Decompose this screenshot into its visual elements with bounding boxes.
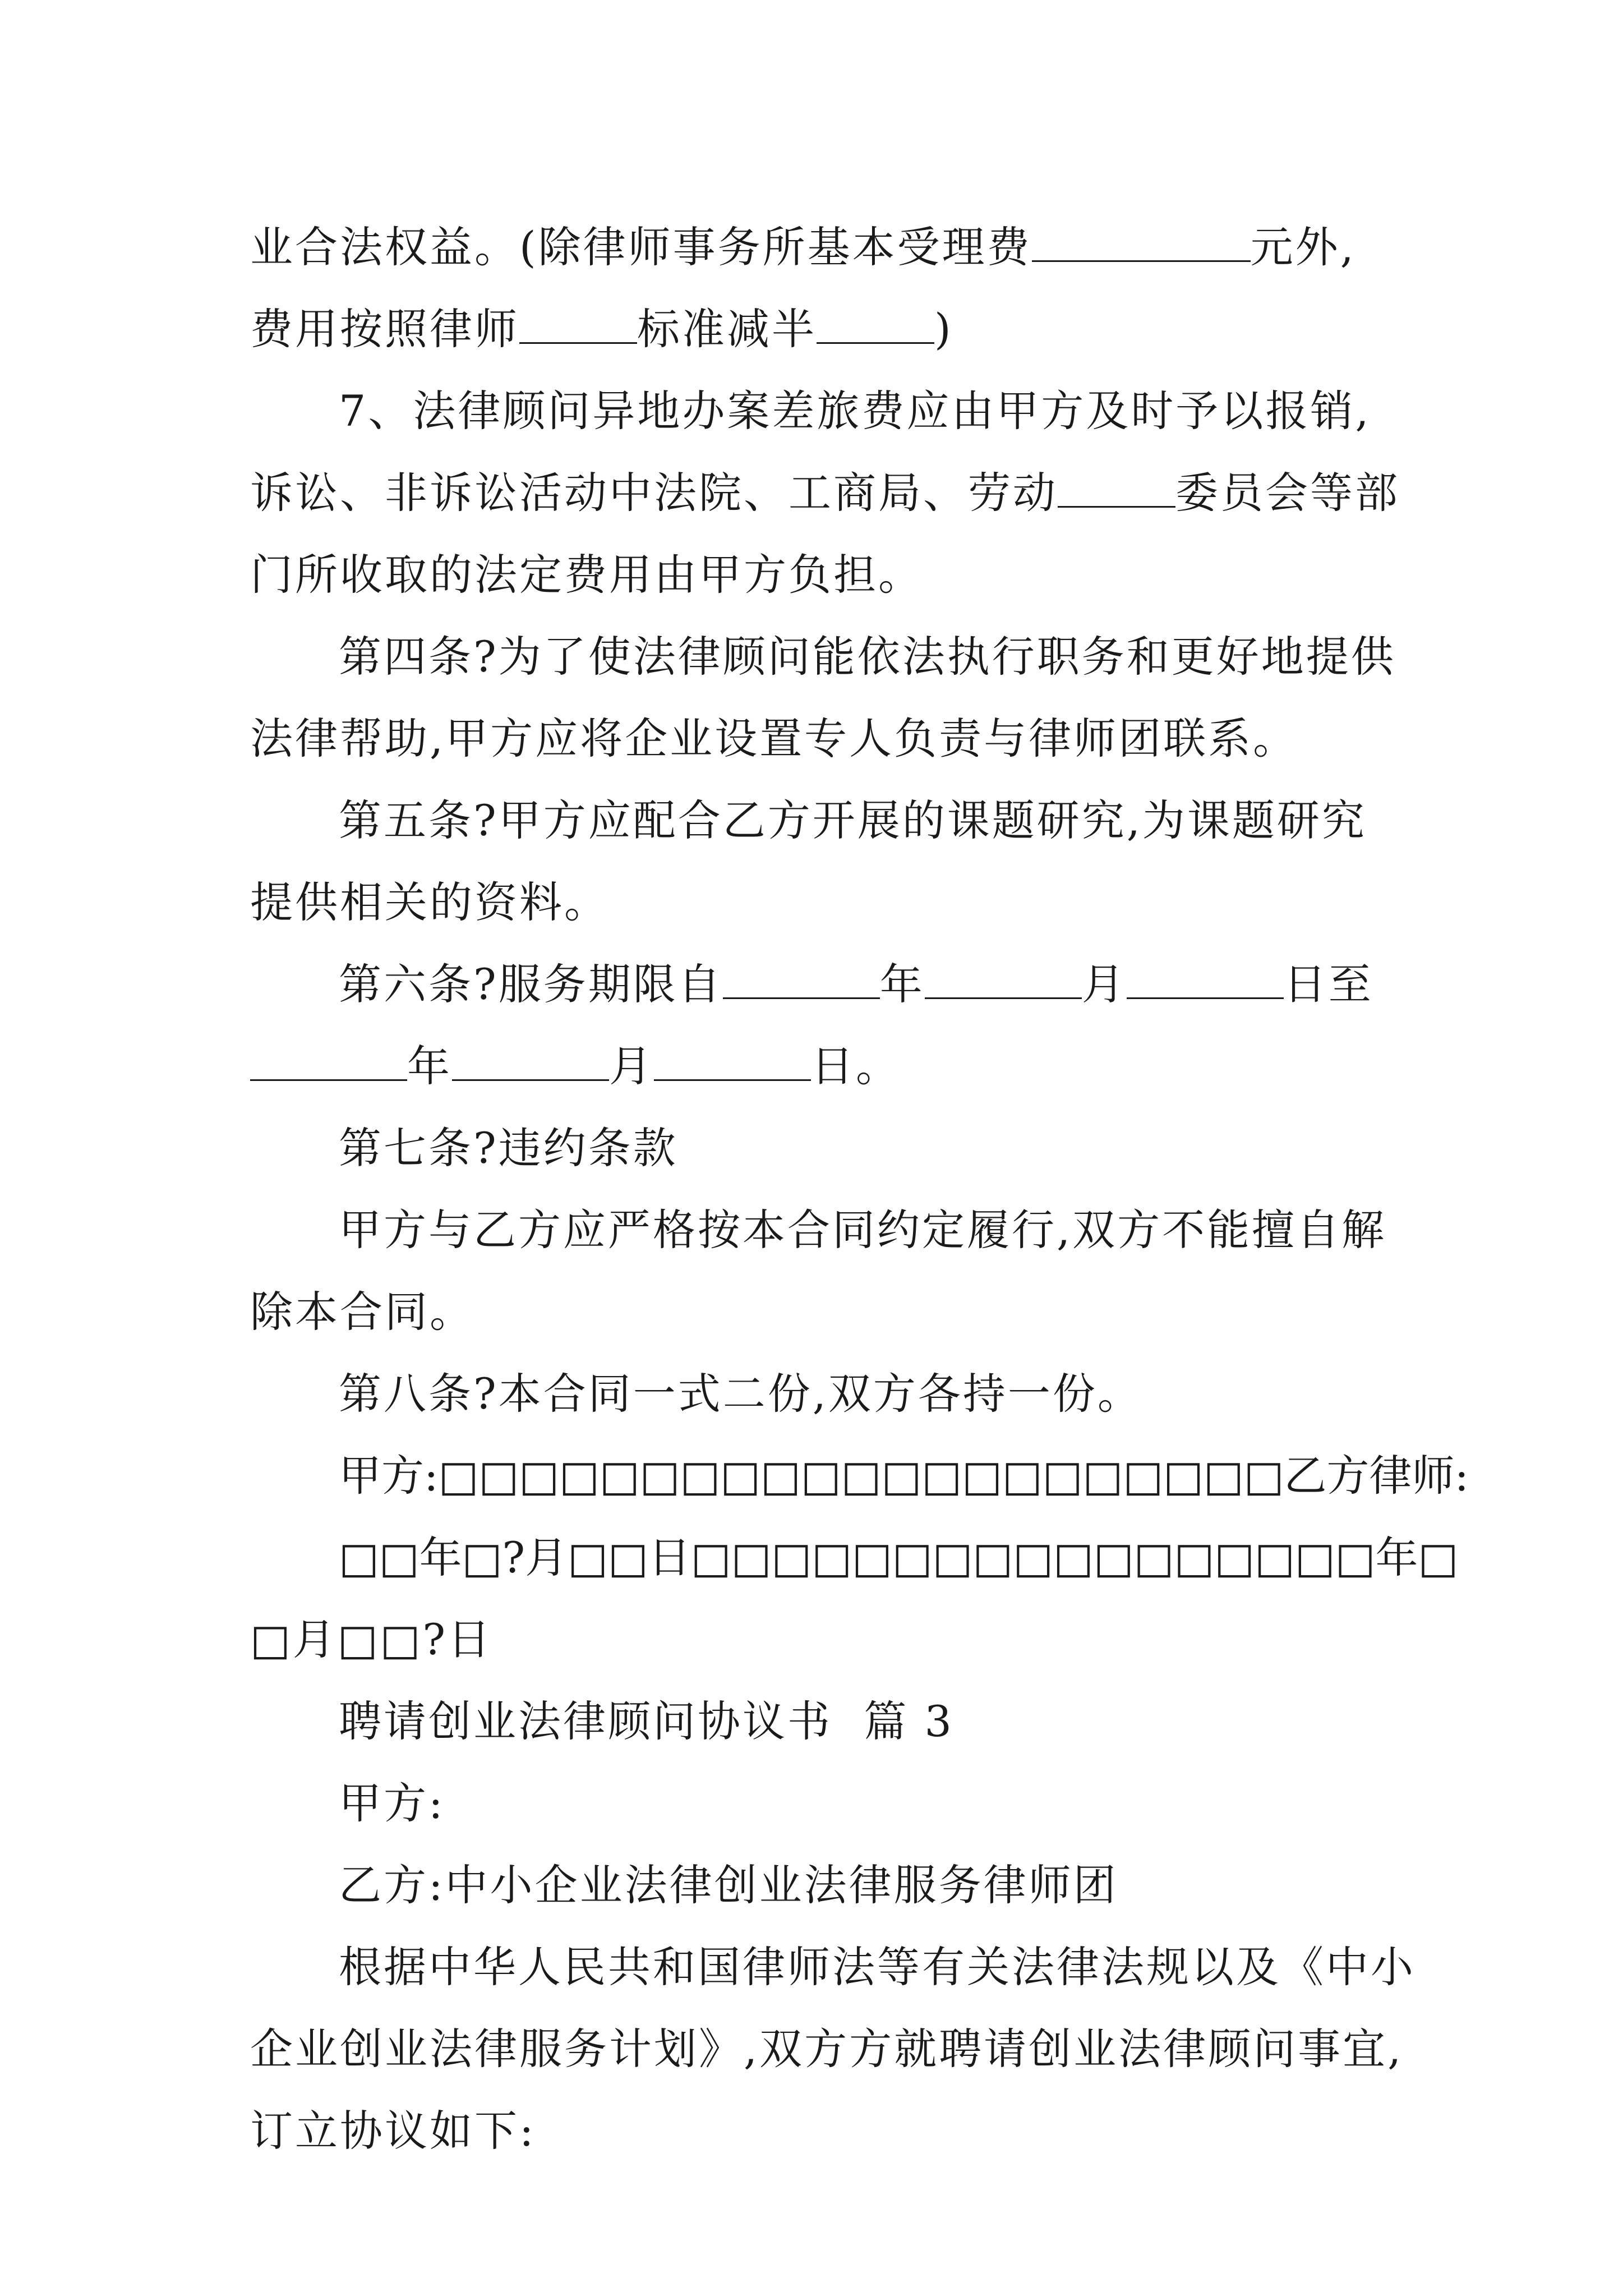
text-run: 月	[1081, 959, 1127, 1009]
paragraph-line: 7、法律顾问异地办案差旅费应由甲方及时予以报销,	[339, 386, 1371, 436]
date-line: □□年□?月□□日□□□□□□□□□□□□□□□□□年□	[339, 1533, 1459, 1582]
text-run: 标准减半	[637, 304, 817, 354]
fill-in-blank[interactable]	[519, 305, 637, 344]
paragraph-line: 法律帮助,甲方应将企业设置专人负责与律师团联系。	[250, 714, 1298, 763]
date-line: □月□□?日	[250, 1614, 493, 1664]
text-run: 月	[609, 1041, 654, 1091]
text-run: 日。	[811, 1041, 901, 1091]
text-run: 第六条?服务期限自	[339, 959, 723, 1009]
paragraph-line: 提供相关的资料。	[250, 877, 609, 927]
party-a-label: 甲方:	[339, 1778, 445, 1828]
paragraph-line	[250, 944, 1389, 1025]
paragraph-line: 企业创业法律服务计划》,双方方就聘请创业法律顾问事宜,	[250, 2024, 1404, 2074]
text-run: )	[934, 304, 953, 354]
paragraph-line	[250, 288, 1389, 370]
text-run: 日至	[1283, 959, 1373, 1009]
fill-in-blank[interactable]	[817, 305, 934, 344]
fill-in-blank[interactable]	[452, 1042, 609, 1081]
document-page	[250, 206, 1469, 2172]
paragraph-line: 根据中华人民共和国律师法等有关法律法规以及《中小	[339, 1942, 1415, 1992]
section-heading: 第七条?违约条款	[339, 1123, 678, 1173]
fill-in-blank[interactable]	[1058, 469, 1175, 508]
fill-in-blank[interactable]	[1127, 960, 1284, 999]
fill-in-blank[interactable]	[723, 960, 880, 999]
fill-in-blank[interactable]	[250, 1042, 407, 1081]
paragraph-line: 第四条?为了使法律顾问能依法执行职务和更好地提供	[339, 632, 1396, 682]
text-run: 委员会等部	[1175, 468, 1400, 518]
paragraph-line: 第八条?本合同一式二份,双方各持一份。	[339, 1369, 1142, 1419]
text-run: 年	[879, 959, 925, 1009]
text-run: 元外,	[1250, 222, 1356, 272]
fill-in-blank[interactable]	[925, 960, 1082, 999]
text-run: 年	[407, 1041, 452, 1091]
party-b-label: 乙方:中小企业法律创业法律服务律师团	[339, 1860, 1118, 1910]
paragraph-line	[250, 452, 1400, 534]
paragraph-line: 门所收取的法定费用由甲方负担。	[250, 550, 923, 600]
paragraph-line	[250, 206, 1389, 288]
paragraph-line: 甲方与乙方应严格按本合同约定履行,双方不能擅自解	[339, 1205, 1387, 1255]
paragraph-line: 订立协议如下:	[250, 2106, 536, 2156]
fill-in-blank[interactable]	[1032, 223, 1251, 262]
text-run: 业合法权益。(除律师事务所基本受理费	[250, 222, 1032, 272]
signature-line: 甲方:□□□□□□□□□□□□□□□□□□□□□乙方律师:	[339, 1451, 1469, 1501]
agreement-title: 聘请创业法律顾问协议书 篇 3	[339, 1696, 954, 1746]
paragraph-line: 除本合同。	[250, 1287, 474, 1337]
text-run: 费用按照律师	[250, 304, 519, 354]
fill-in-blank[interactable]	[654, 1042, 811, 1081]
paragraph-line: 第五条?甲方应配合乙方开展的课题研究,为课题研究	[339, 795, 1367, 845]
paragraph-line	[250, 1025, 1389, 1107]
text-run: 诉讼、非诉讼活动中法院、工商局、劳动	[250, 468, 1058, 518]
